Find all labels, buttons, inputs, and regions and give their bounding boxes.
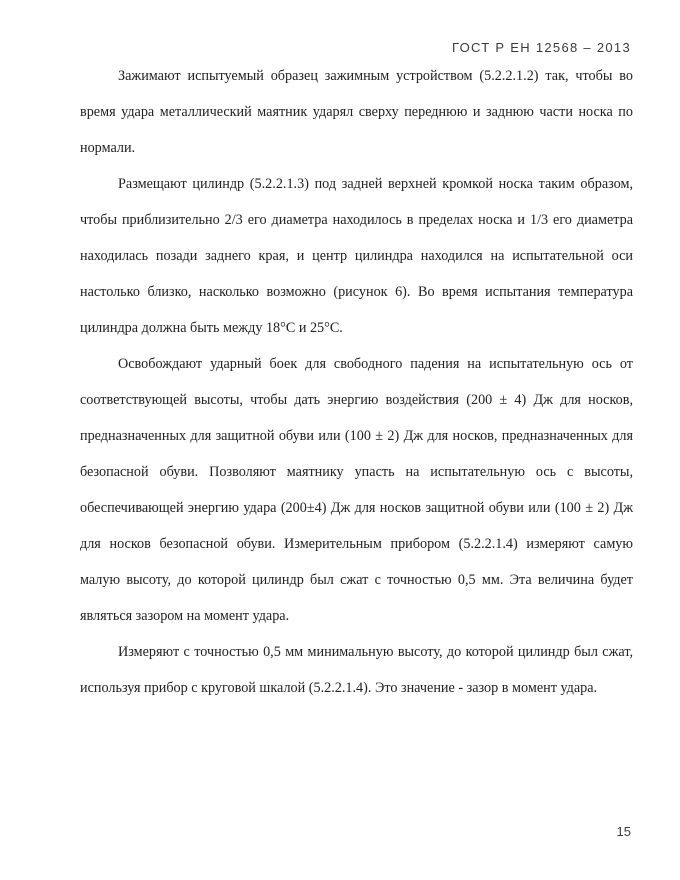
- document-body: [80, 58, 633, 706]
- standard-header: ГОСТ Р ЕН 12568 – 2013: [451, 40, 631, 55]
- paragraph-clamping: Зажимают испытуемый образец зажимным устройством (5.2.2.1.2) так, чтобы во время удара металлический маятник ударял сверху переднюю и заднюю части носка по нормали.: [80, 68, 633, 156]
- paragraph-striker-release: Освобождают ударный боек для свободного падения на испытательную ось от соответствующей высоты, чтобы дать энергию воздействия (200 ± 4) Дж для носков, предназначенных для защитной обуви или (100 ± 2) Дж для носков, предназначенных для безопасной обуви. Позволяют маятнику упасть на испытательную ось с высоты, обеспечивающей энергию удара (200±4) Дж для носков защитной обуви или (100 ± 2) Дж для носков безопасной обуви. Измерительным прибором (5.2.2.1.4) измеряют самую малую высоту, до которой цилиндр был сжат с точностью 0,5 мм. Эта величина будет являться зазором на момент удара.: [80, 356, 633, 624]
- page-number: 15: [616, 824, 631, 839]
- paragraph-measurement: Измеряют с точностью 0,5 мм минимальную высоту, до которой цилиндр был сжат, используя прибор с круговой шкалой (5.2.2.1.4). Это значение - зазор в момент удара.: [80, 644, 633, 696]
- paragraph-cylinder-placement: Размещают цилиндр (5.2.2.1.3) под задней верхней кромкой носка таким образом, чтобы приблизительно 2/3 его диаметра находилось в пределах носка и 1/3 его диаметра находилась позади заднего края, и центр цилиндра находился на испытательной оси настолько близко, насколько возможно (рисунок 6). Во время испытания температура цилиндра должна быть между 18°С и 25°С.: [80, 176, 633, 336]
